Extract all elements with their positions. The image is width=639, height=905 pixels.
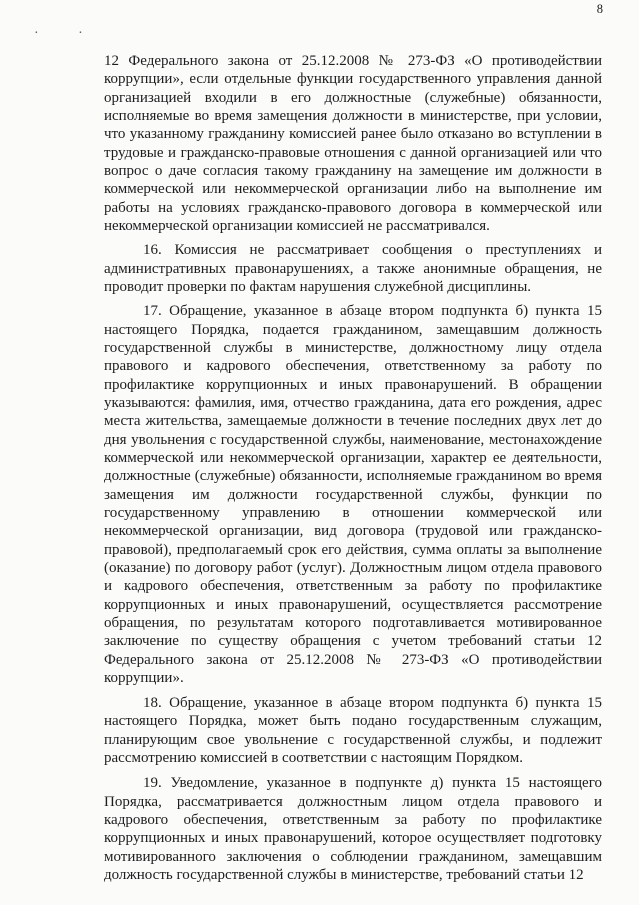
scan-marks: · · <box>34 26 101 41</box>
paragraph-19: 19. Уведомление, указанное в подпункте д) пункта 15 настоящего Порядка, рассматривается должностным лицом отдела правового и кадрового обеспечения, ответственным за работу по профилактике коррупционных и иных правонарушений, которое осуществляет подготовку мотивированного заключения о соблюдении гражданином, замещавшим должность государственной службы в министерстве, требований статьи 12 <box>104 775 602 884</box>
page-number: 8 <box>596 2 603 16</box>
paragraph-16: 16. Комиссия не рассматривает сообщения о преступлениях и административных правонарушениях, а также анонимные обращения, не проводит проверки по фактам нарушения служебной дисциплины. <box>104 242 602 295</box>
document-body <box>104 52 602 884</box>
paragraph-18: 18. Обращение, указанное в абзаце втором подпункта б) пункта 15 настоящего Порядка, может быть подано государственным служащим, планирующим свое увольнение с государственной службы, и подлежит рассмотрению комиссией в соответствии с настоящим Порядком. <box>104 695 602 767</box>
paragraph-17: 17. Обращение, указанное в абзаце втором подпункта б) пункта 15 настоящего Порядка, подается гражданином, замещавшим должность государственной службы в министерстве, должностному лицу отдела правового и кадрового обеспечения, ответственному за работу по профилактике коррупционных и иных правонарушений. В обращении указываются: фамилия, имя, отчество гражданина, дата его рождения, адрес места жительства, замещаемые должности в течение последних двух лет до дня увольнения с государственной службы, наименование, местонахождение коммерческой или некоммерческой организации, характер ее деятельности, должностные (служебные) обязанности, исполняемые гражданином во время замещения им должности государственной службы, функции по государственному управлению в отношении коммерческой или некоммерческой организации, вид договора (трудовой или гражданско-правовой), предполагаемый срок его действия, сумма оплаты за выполнение (оказание) по договору работ (услуг). Должностным лицом отдела правового и кадрового обеспечения, ответственным за работу по профилактике коррупционных и иных правонарушений, осуществляется рассмотрение обращения, по результатам которого подготавливается мотивированное заключение по существу обращения с учетом требований статьи 12 Федерального закона от 25.12.2008 № 273-ФЗ «О противодействии коррупции». <box>104 303 602 686</box>
paragraph-continued: 12 Федерального закона от 25.12.2008 № 273-ФЗ «О противодействии коррупции», если отдельные функции государственного управления данной организацией входили в его должностные (служебные) обязанности, исполняемые во время замещения должности в министерстве, при условии, что указанному гражданину комиссией ранее было отказано во вступлении в трудовые и гражданско-правовые отношения с данной организацией или что вопрос о даче согласия такому гражданину на замещение им должности в коммерческой или некоммерческой организации либо на выполнение им работы на условиях гражданско-правового договора в коммерческой или некоммерческой организации комиссией не рассматривался. <box>104 53 602 234</box>
